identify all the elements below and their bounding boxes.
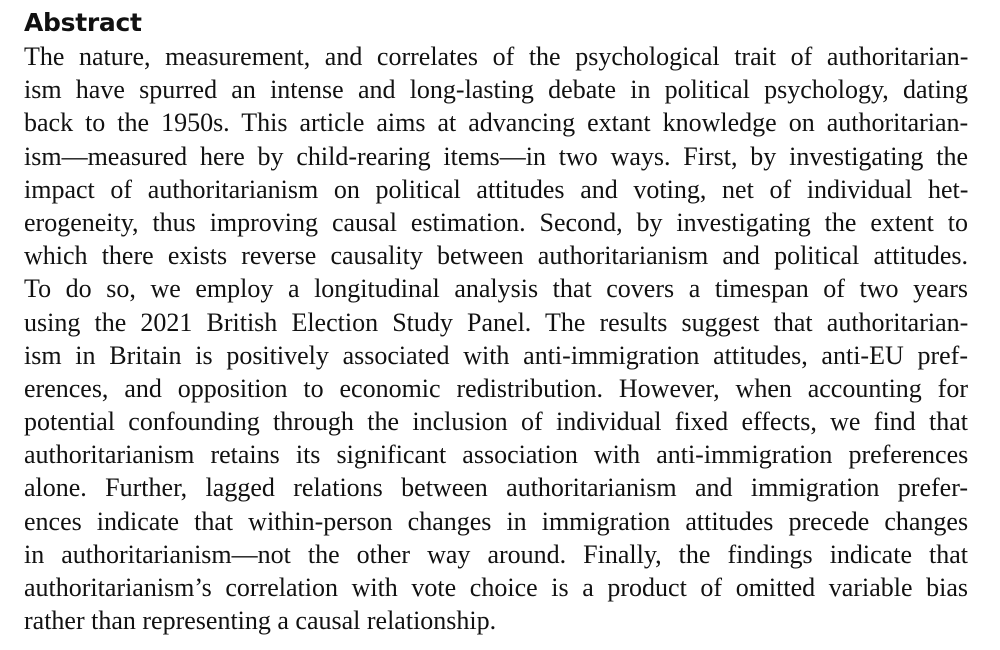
abstract-line: ism—measured here by child-rearing items—in two ways. First, by investigating the: [24, 141, 968, 171]
abstract-body: [24, 40, 968, 637]
abstract-line: using the 2021 British Election Study Panel. The results suggest that authoritarian-: [24, 307, 969, 337]
abstract-line: ences indicate that within-person changes in immigration attitudes precede changes: [24, 506, 969, 536]
abstract-line: erogeneity, thus improving causal estimation. Second, by investigating the extent to: [24, 207, 968, 237]
abstract-line: The nature, measurement, and correlates of the psychological trait of authoritarian-: [24, 42, 969, 71]
abstract-line: in authoritarianism—not the other way around. Finally, the findings indicate that: [24, 539, 968, 569]
abstract-line: authoritarianism retains its significant association with anti-immigration preferences: [24, 440, 969, 470]
abstract-line: rather than representing a causal relationship.: [24, 606, 497, 636]
abstract-line: back to the 1950s. This article aims at advancing extant knowledge on authoritarian-: [24, 108, 969, 138]
abstract-line: impact of authoritarianism on political attitudes and voting, net of individual het-: [24, 174, 969, 204]
abstract-line: potential confounding through the inclusion of individual fixed effects, we find that: [24, 407, 968, 437]
abstract-line: authoritarianism’s correlation with vote choice is a product of omitted variable bias: [24, 573, 968, 602]
abstract-line: To do so, we employ a longitudinal analysis that covers a timespan of two years: [24, 274, 968, 304]
abstract-line: ism have spurred an intense and long-lasting debate in political psychology, dating: [24, 75, 969, 105]
abstract-heading: Abstract: [24, 8, 142, 37]
abstract-section: [24, 8, 968, 637]
abstract-line: which there exists reverse causality between authoritarianism and political attitudes.: [24, 241, 969, 271]
abstract-line: erences, and opposition to economic redistribution. However, when accounting for: [24, 373, 968, 403]
abstract-line: ism in Britain is positively associated with anti-immigration attitudes, anti-EU pref-: [24, 340, 968, 370]
abstract-line: alone. Further, lagged relations between authoritarianism and immigration prefer-: [24, 473, 968, 503]
